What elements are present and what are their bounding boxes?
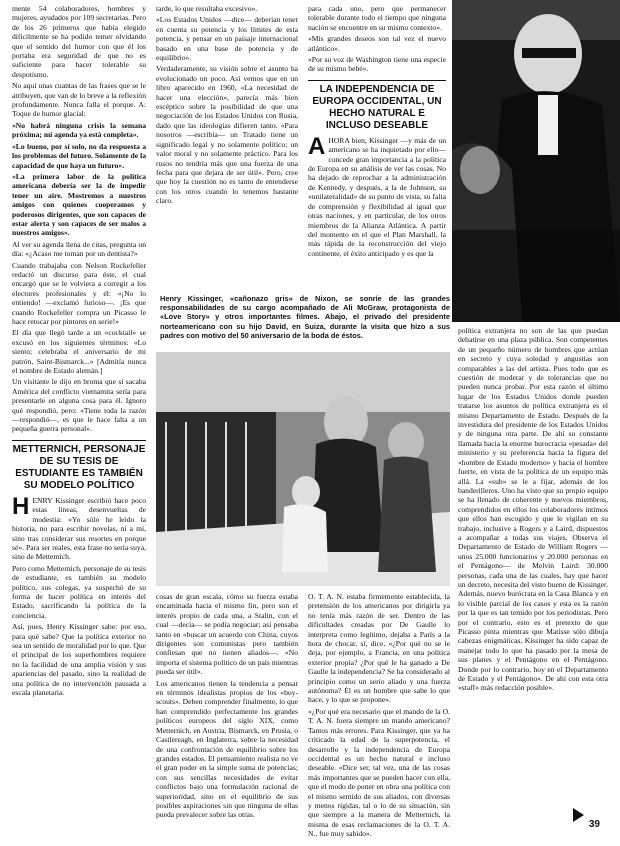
dropcap-a: A: [308, 132, 326, 160]
photo-kissinger-son-art: [156, 352, 450, 586]
paragraph: «Lo bueno, por sí solo, no da respuesta a los problemas del futuro. Solamente de la capacidad de que haya un futuro».: [12, 141, 146, 170]
column-3-bottom: [308, 592, 450, 838]
paragraph: «La primera labor de la política americana debería ser la de impedir tener un aire. Mostremos a nuestros amigos con quienes cooperamos y poderosos dirigentes, que son capaces de estar alerta y son capaces de ser malos a nuestros amigos».: [12, 171, 146, 238]
photo-kissinger-mcgraw-art: [452, 0, 620, 322]
paragraph: tarde, lo que resultaba excesivo».: [156, 4, 258, 13]
heading-metternich: METTERNICH, PERSONAJE DE SU TESIS DE ESTUDIANTE ES TAMBIÉN SU MODELO POLÍTICO: [12, 443, 146, 491]
paragraph: Pero como Metternich, personaje de su tesis de estudiante, es también su modelo político, sus colegas, ya sospechó de su forma de hacer política en interés del Estado, sacrificando la política de la conciencia.: [12, 563, 146, 620]
column-1-bottom-text: [12, 492, 146, 698]
paragraph: Así, pues, Henry Kissinger sabe: por eso, para qué sabe? Que la política exterior no sea un sentido de moralidad por lo que. Que el principal de los superhombres requiere no la facilidad de una amplia visión y sus apariencias del pasado, sino la realidad de una política de no intervención pausada a escala planetaria.: [12, 622, 146, 697]
paragraph: para cada uno, pero que permanecer tolerable durante todo el tiempo que ninguna nación se encuentre en su mismo contexto».: [308, 4, 446, 32]
paragraph: cosas de gran escala, cómo su fuerza estaba encaminada hacia el mismo fin, pero son el interés propio de cada una, a Stalin, con el cual —decía— se podía negociar; así pensaba tanto en «buscar un acuerdo con China, cuyos dirigentes son comunistas pero también confiesan que no tienen aliados—. «No importa el sistema político de un país mientras pueda ser útil».: [156, 592, 298, 677]
paragraph: No aquí unas cuantas de las frases que se le atribuyen, que van de lo breve a la reflexión profundamente. Nunca falla el porque. A: Toque de humor glacial:: [12, 81, 146, 119]
photo-kissinger-son: [156, 352, 450, 586]
paragraph: El día que llegó tarde a un «cocktail» se excusó en los siguientes términos: «Lo siento; celebraba el aniversario de mi patrón, Saint-Bismarck...» [Admitía nunca el nombre de Estado alemán.]: [12, 328, 146, 376]
paragraph: ENRY Kissinger escribió hace poco estas líneas, desenvueltas de modestia: «Yo sólo he leído la historia, no para escribir novelas, ni a mí, sino tras considerar sus resortes en porque sé». Para ser reales, esta frase no sería suya, sino de Metternich.: [12, 495, 146, 562]
continue-arrow-icon: [573, 808, 584, 822]
section-heading-europa: [308, 80, 446, 132]
dropcap-h: H: [12, 492, 30, 520]
photo-kissinger-mcgraw: [452, 0, 620, 322]
column-1: [12, 4, 146, 838]
column-3-top: [308, 4, 446, 290]
paragraph: «¿Por qué era necesario que el mando de la O. T. A. N. fuera siempre un mando americano? Tantos más errores. Para Kissinger, que ya ha criticado la edad de la superpotencia, el desarrollo y la independencia de Europa occidental es un hecho natural e incluso deseable. «Dice ser, tal vez, una de las cosas más importantes que se pueden hacer con ella, que el modo de poner en obra una política con el mismo sentido de sus aliados, con diversas y menos rígidas, tal o lo de su situación, sin que siempre a la manera de Metternich, la misma de esas reclamaciones de la O. T. A. N., fue muy sabido».: [308, 706, 450, 838]
paragraph: Cuando trabajaba con Nelson Rockefeller redactó un discurso para éste, el cual encargó que se le volviera a corregir a los electores profesionales y él: «¡No lo entiendo! —exclamó furioso—. ¡Es que cuando Rockefeller compra un Picasso le hace retocar por pintores en serie!»: [12, 260, 146, 326]
paragraph: HORA bien, Kissinger —y más de un americano se ha inquietado por ello— concede gran importancia a la política de Europa en su análisis de ver las cosas. No ha dejado de reprochar a la administración de Kennedy, y después, a la de Johnson, su «unilateralidad» de su punto de vista, su falta de comprensión y flexibilidad al igual que otras naciones, y en particular, de los otros miembros de la Alianza Atlántica. A partir del momento en el que el Plan Marshall, la más rápida de la reconstrucción del viejo continente, el éxito anticipado y es que la: [308, 135, 446, 258]
paragraph: Verdaderamente, su visión sobre el asunto ha evolucionado un poco. Así vemos que en un libro aparecido en 1960, «La necesidad de hacer una elección», parecía más bien escéptico sobre la posibilidad de que una negociación de los Estados Unidos con Rusia, dado que las ideologías difieren tanto. «Para nosotros —escribía— un Tratado tiene un significado legal y no solamente político; un valor moral y no solamente práctico. Para los rusos no tendría más que una fuerza de una fecha para que dejara de ser útil». Pero, cree que hoy la cuestión no es tanto de entenderse con los otros cuando lo tenemos bastante claro.: [156, 64, 298, 206]
column-2-bottom: [156, 592, 298, 838]
paragraph: mente 54 colaboradores, hombres y mujeres, ayudados por 109 secretarias. Pero de los 26 primeros que había elegido difícilmente se ha podido temer olvidando que el sentido del humor con que él los portaba era seguridad de que no es suficiente para hacer tolerable su despotismo.: [12, 4, 146, 79]
paragraph: política extranjera no son de las que puedan debatirse en una plaza pública. Son competentes de un pequeño número de hombres que actúan en secreto y cuya soledad y angustias son comparables a las del artista. Pues todo que es cuestión de moderar y de tolerancias que no pueden nunca probar. Por esta razón el último lugar de los Estados Unidos donde pueden tratarse los asuntos de política extranjera es el mismo Departamento de Estado. Después de la investidura del presidente de los Estados Unidos y de ninguna otra parte. De ahí su constante llamada hacia la enorme burocracia «pesada» del ministerio y su preferencia hacia la figura del «hombre de Estado moderno» y hacia el hombre fuerte, en vista de la política de un equipo más allá. La «sub» se le a fijar, además de los banderilleros. Uno ha visto que su propio equipo se ha llenado de coherente y nuevos miembros, comprendidos en ellos los colaboradores íntimos que ellos han escogido y que le vigilan en su trabajo, inclusive a Rogers y a Laird, dispuestos a acompañar a todas sus viajes, Observa el Departamento de Estado de William Rogers —unos 25.000 funcionarios y 20.000 personas en el Pentágono— de Melvin Laird: 30.000 personas, cada una de las cuales, hay que hacer un decreto, necesita del visto bueno de Kissinger. Además, nuevo burócrata en la Casa Blanca y en lo visible parcial de los casos y esta es la razón por la que es tan temido por los periodistas. Pero por el contrario, esto es el pretexto de que Picasso pinta mientras que Matisse sólo dibuja cabezas enigmáticas, Kissinger ha sido capaz de manejar todo lo que ha pasado por la mesa de sus planes y el Pentágono en el Pentágono. Donde por lo contrario, hoy en el Departamento de Estado y el Pentágono». De ahí con esta otra «staff» más redacción posible».: [458, 326, 608, 693]
paragraph: Un visitante le dijo en broma que si sacaba América del conflicto vietnamita sería para presentarle en alguna cosa para él. Ignoro qué respondió, pero: «Tiene toda la razón —respondió—, es que le hace falta a un pequeña guerra personal».: [12, 377, 146, 434]
paragraph: «No habrá ninguna crisis la semana próxima; mi agenda ya está completa».: [12, 120, 146, 140]
section-heading-metternich: [12, 440, 146, 492]
paragraph: «Mis grandes deseos son tal vez el nuevo atlántico».: [308, 34, 446, 53]
column-1-top-text: [12, 4, 146, 434]
paragraph: «Los Estados Unidos —dice— deberían tener en cuenta su potencia y los límites de esta potencia, y pensar en un paisaje internacional basado en una base de potencia y de equilibrio».: [156, 15, 298, 63]
paragraph: «Por su voz de Washington tiene una especie de su mismo bebé».: [308, 55, 446, 74]
photo-caption-block: [160, 294, 450, 346]
paragraph: O. T. A. N. estaba firmemente establecida, la pretensión de los americanos por dirigirla ya no tenía más razón de ser. Dentro de las dificultades creadas por De Gaulle lo interpreta como legítimo, dejaba a París a la hora de chocar, sí, dice, «¿Por qué no se le deja, por ejemplo, a Francia, en una política exterior propia? ¿Por qué le ha ganado a De Gaulle la independencia? Se ha considerado al principio como un serio aliado y una fuerza autónoma? Él es un hombre que sabe lo que hace, y lo que se propone».: [308, 592, 450, 705]
page-number: 39: [588, 819, 600, 830]
column-4-bottom: [458, 326, 608, 820]
paragraph: Al ver su agenda llena de citas, pregunta un día: «¿Acaso me toman por un dentista?»: [12, 239, 146, 259]
column-2-top: [156, 4, 298, 290]
heading-europa: LA INDEPENDENCIA DE EUROPA OCCIDENTAL, UN HECHO NATURAL E INCLUSO DESEABLE: [312, 83, 442, 131]
photo-caption-text: Henry Kissinger, «cañonazo gris» de Nixon, se sonríe de las grandes responsabilidades de su cargo acompañado de Ali McGraw, protagonista de «Love Story» y otros importantes filmes. Abajo, el privado del presidente norteamericano con su hijo David, en Suiza, durante la visita que hizo a sus padres con motivo del 50 aniversario de la boda de éstos.: [160, 294, 450, 340]
paragraph: Los americanos tienen la tendencia a pensar en términos idealistas propios de los «boy-scouts». Deben comprender finalmente, lo que han comprendido perfectamente los grandes políticos europeos del siglo XIX, como Metternich, en Austria, Bismarck, en Prusia, o Castlereagh, en Inglaterra, sobre la necesidad de una confrontación de equilibrio sobre los grandes estados. El pensamiento realista no ve el gran poder en la simple suma de potencias; con sus sencillas necesidades de evitar conflictos bajo una formulación racional de superioridad, sino en el equilibrio de sus posibles aspiraciones sin que ninguna de ellas pueda prevalecer sobre las otras.: [156, 678, 298, 820]
